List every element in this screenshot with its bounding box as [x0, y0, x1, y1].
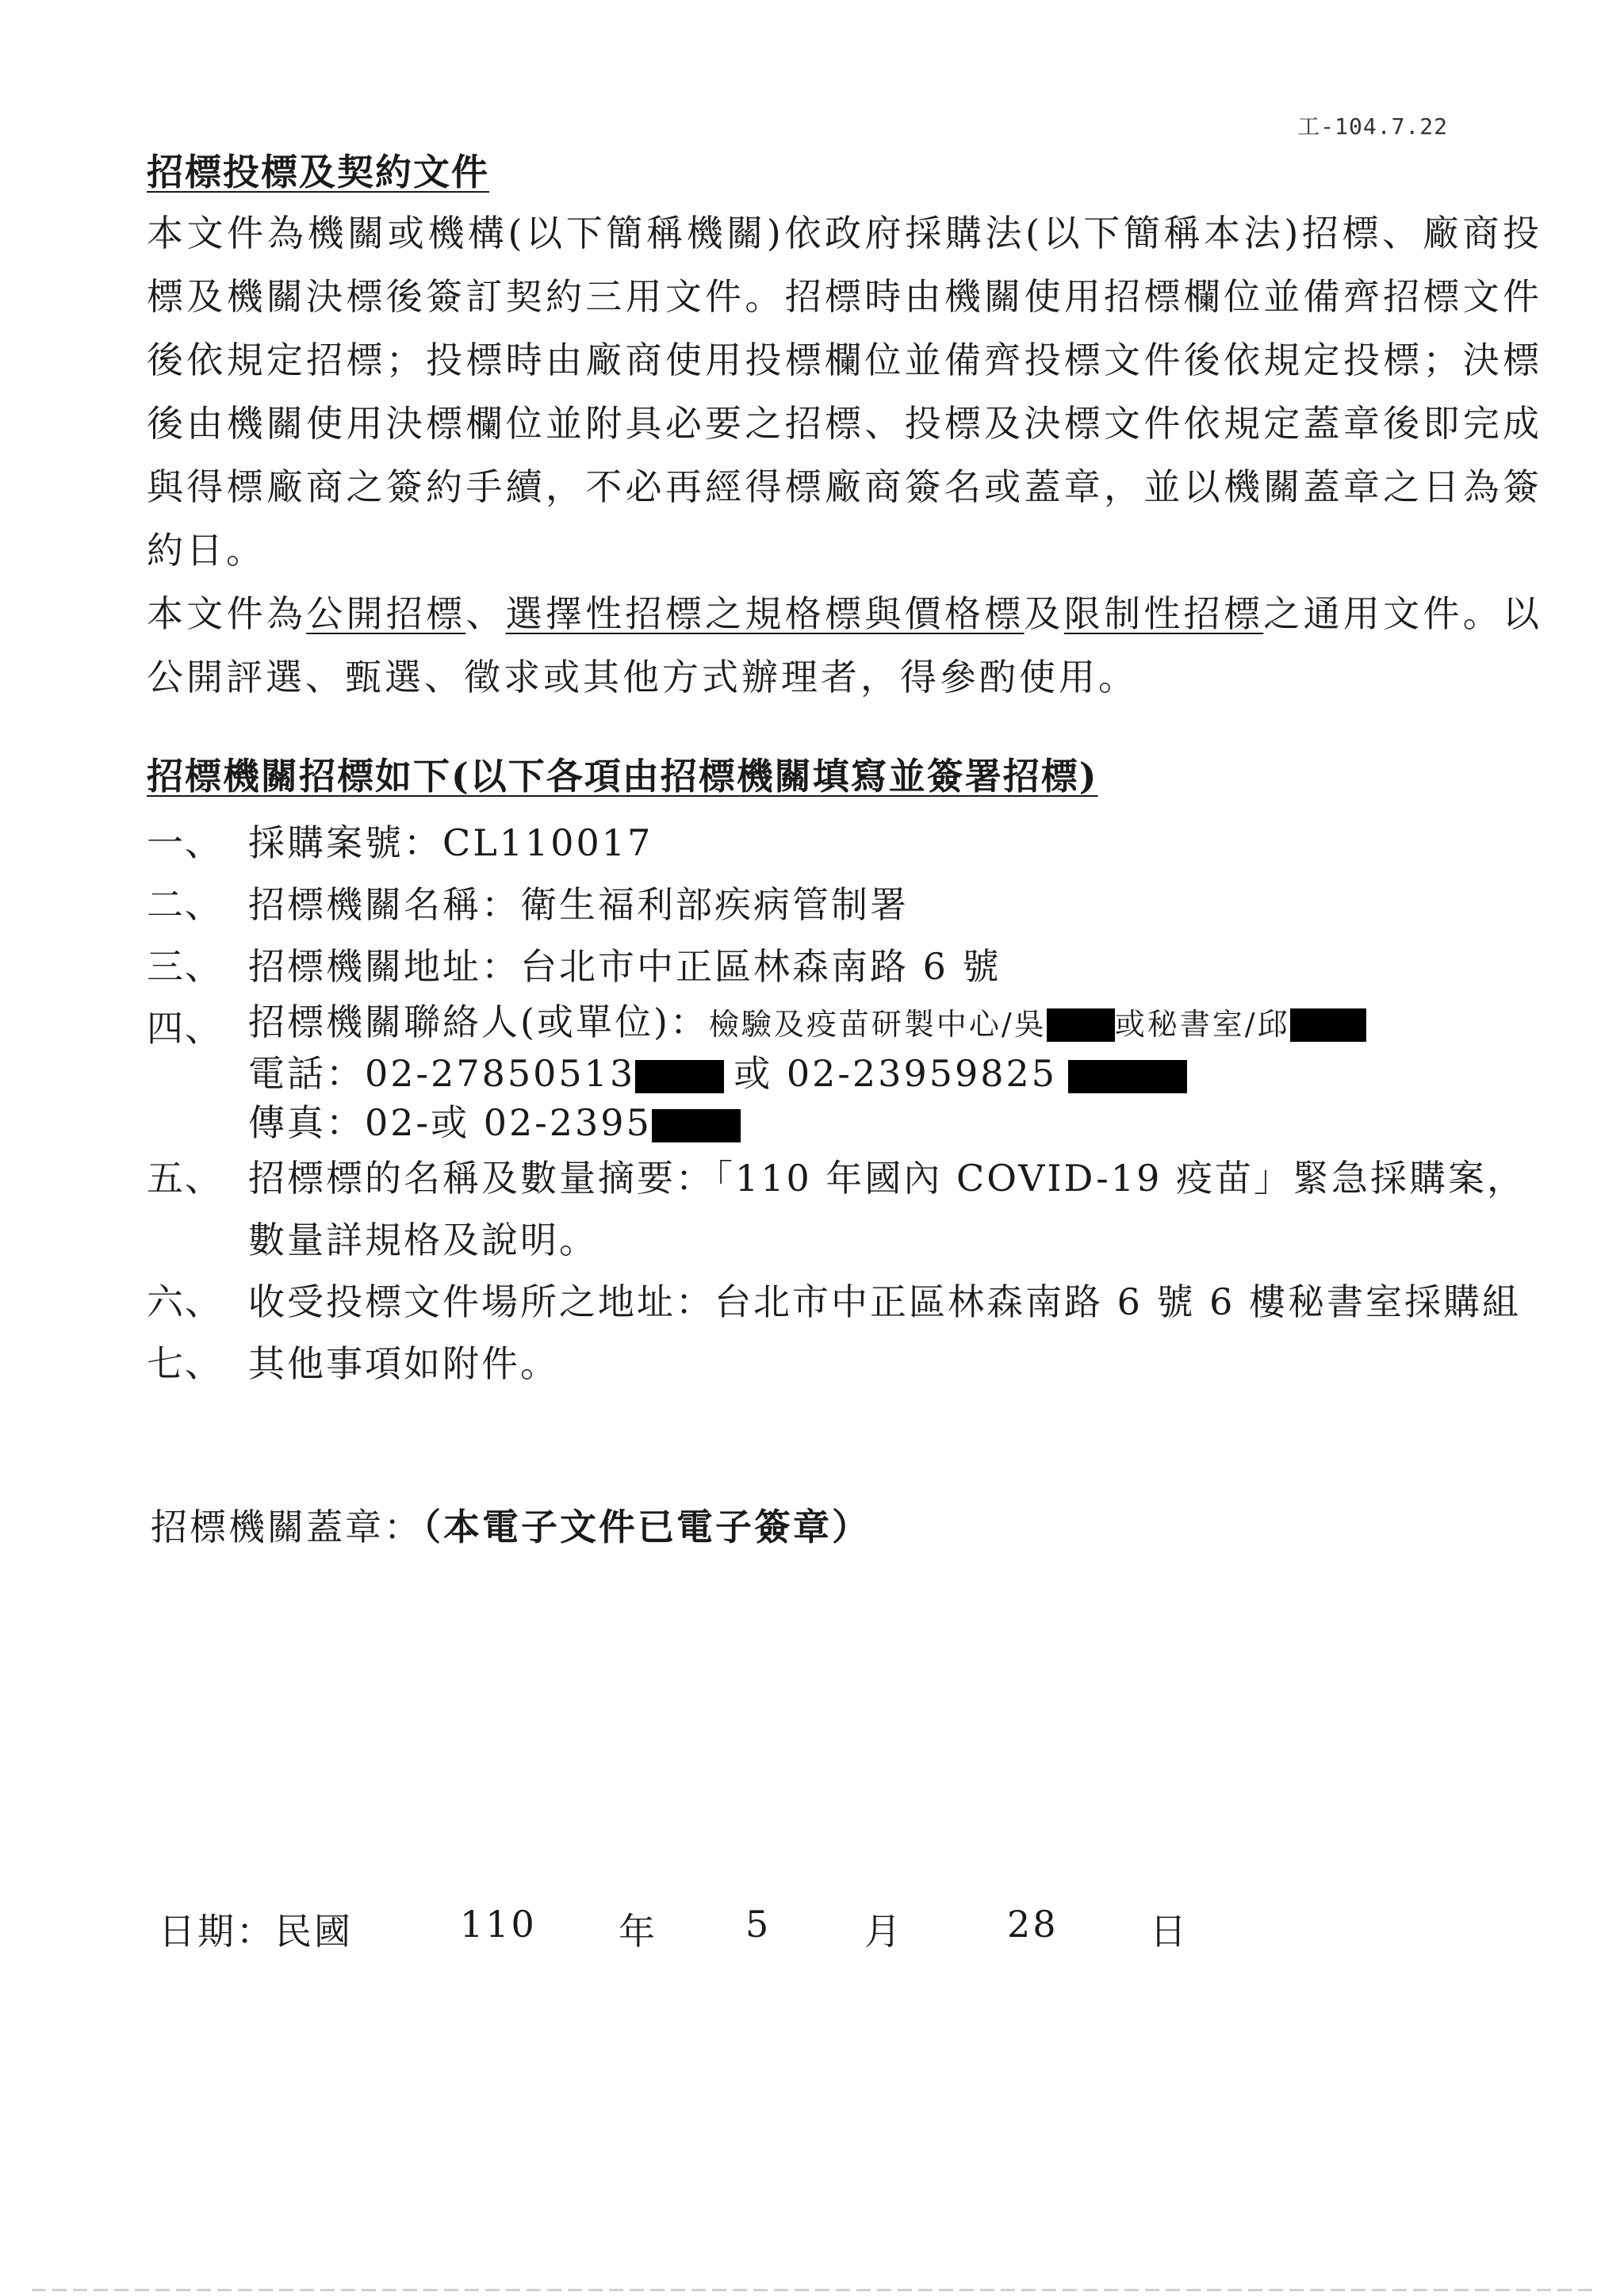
date-day: 28 [1007, 1903, 1059, 1946]
item-number: 三、 [147, 944, 223, 988]
tender-item-7 [147, 1333, 1542, 1395]
contact-unit-b: 或秘書室/邱 [1114, 1006, 1290, 1042]
phone-number-1: 02-27850513 [365, 1051, 636, 1095]
tender-section [147, 753, 1542, 1395]
item-number: 一、 [147, 821, 223, 864]
tender-item-3 [147, 936, 1542, 997]
date-year: 110 [460, 1903, 537, 1946]
date-year-unit: 年 [619, 1910, 657, 1953]
restricted-tender-term: 限制性招標 [1063, 591, 1264, 635]
tender-item-2 [147, 874, 1542, 936]
phone-line [248, 1049, 1542, 1098]
form-code: 工-104.7.22 [1297, 113, 1448, 140]
item-number: 五、 [147, 1156, 223, 1200]
item-text: 其他事項如附件。 [248, 1341, 559, 1385]
contact-unit-a: 檢驗及疫苗研製中心/吳 [708, 1006, 1047, 1042]
p2-and: 及 [1024, 591, 1064, 635]
date-row [159, 1903, 1348, 1958]
item-text: 招標機關名稱：衛生福利部疾病管制署 [248, 882, 909, 926]
p2-prefix: 本文件為 [147, 591, 307, 635]
intro-paragraph-1: 本文件為機關或機構(以下簡稱機關)依政府採購法(以下簡稱本法)招標、廠商投標及機關決標後簽訂契約三用文件。招標時由機關使用招標欄位並備齊招標文件後依規定招標；投標時由廠商使用投標欄位並備齊投標文件後依規定投標；決標後由機關使用決標欄位並附具必要之招標、投標及決標文件依規定蓋章後即完成與得標廠商之簽約手續，不必再經得標廠商簽名或蓋章，並以機關蓋章之日為簽約日。 [147, 211, 1542, 572]
item-text: 收受投標文件場所之地址：台北市中正區林森南路 6 號 6 樓秘書室採購組 [248, 1280, 1522, 1323]
open-tender-term: 公開招標 [306, 591, 466, 635]
date-label: 日期：民國 [159, 1910, 353, 1953]
seal-label: 招標機關蓋章： [151, 1506, 423, 1548]
item-number: 二、 [147, 882, 223, 926]
item-text: 招標機關地址：台北市中正區林森南路 6 號 [248, 944, 1002, 988]
date-month-unit: 月 [864, 1910, 903, 1953]
intro-heading: 招標投標及契約文件 [147, 151, 489, 193]
tender-heading: 招標機關招標如下(以下各項由招標機關填寫並簽署招標) [147, 755, 1098, 798]
fax-number: 02-或 02-2395 [365, 1100, 652, 1144]
p2-separator: 、 [465, 591, 506, 635]
intro-paragraph-2 [147, 582, 1542, 709]
tender-item-5 [147, 1147, 1542, 1271]
p2-suffix: 之通用文件。以公開評選、甄選、徵求或其他方式辦理者，得參酌使用。 [147, 591, 1543, 698]
contact-label: 招標機關聯絡人(或單位)： [248, 1000, 709, 1043]
tender-item-6 [147, 1271, 1542, 1333]
redaction-bar [1068, 1060, 1187, 1093]
contact-block [248, 997, 1542, 1147]
tender-item-1 [147, 812, 1542, 874]
item-text: 採購案號：CL110017 [248, 821, 653, 864]
item-number: 六、 [147, 1280, 223, 1323]
scan-artifact-line [32, 2289, 1592, 2291]
redaction-bar [1047, 1008, 1115, 1042]
seal-note: （本電子文件已電子簽章） [423, 1506, 871, 1548]
tender-item-4 [147, 997, 1542, 1147]
contact-line [248, 997, 1542, 1049]
phone-label: 電話： [248, 1051, 365, 1095]
date-month: 5 [745, 1903, 772, 1946]
seal-line [151, 1498, 871, 1551]
item-text: 招標標的名稱及數量摘要：「110 年國內 COVID-19 疫苗」緊急採購案，數量詳規格及說明。 [248, 1156, 1526, 1261]
item-number: 四、 [147, 1006, 223, 1050]
intro-section [147, 149, 1542, 709]
fax-label: 傳真： [248, 1100, 365, 1144]
selective-tender-term: 選擇性招標之規格標與價格標 [505, 591, 1025, 635]
redaction-bar [652, 1109, 741, 1142]
tender-items [147, 812, 1542, 1395]
date-day-unit: 日 [1150, 1910, 1189, 1953]
phone-number-2: 或 02-23959825 [733, 1051, 1058, 1095]
item-number: 七、 [147, 1341, 223, 1385]
redaction-bar [635, 1060, 724, 1093]
fax-line [248, 1098, 1542, 1147]
redaction-bar [1290, 1008, 1366, 1042]
